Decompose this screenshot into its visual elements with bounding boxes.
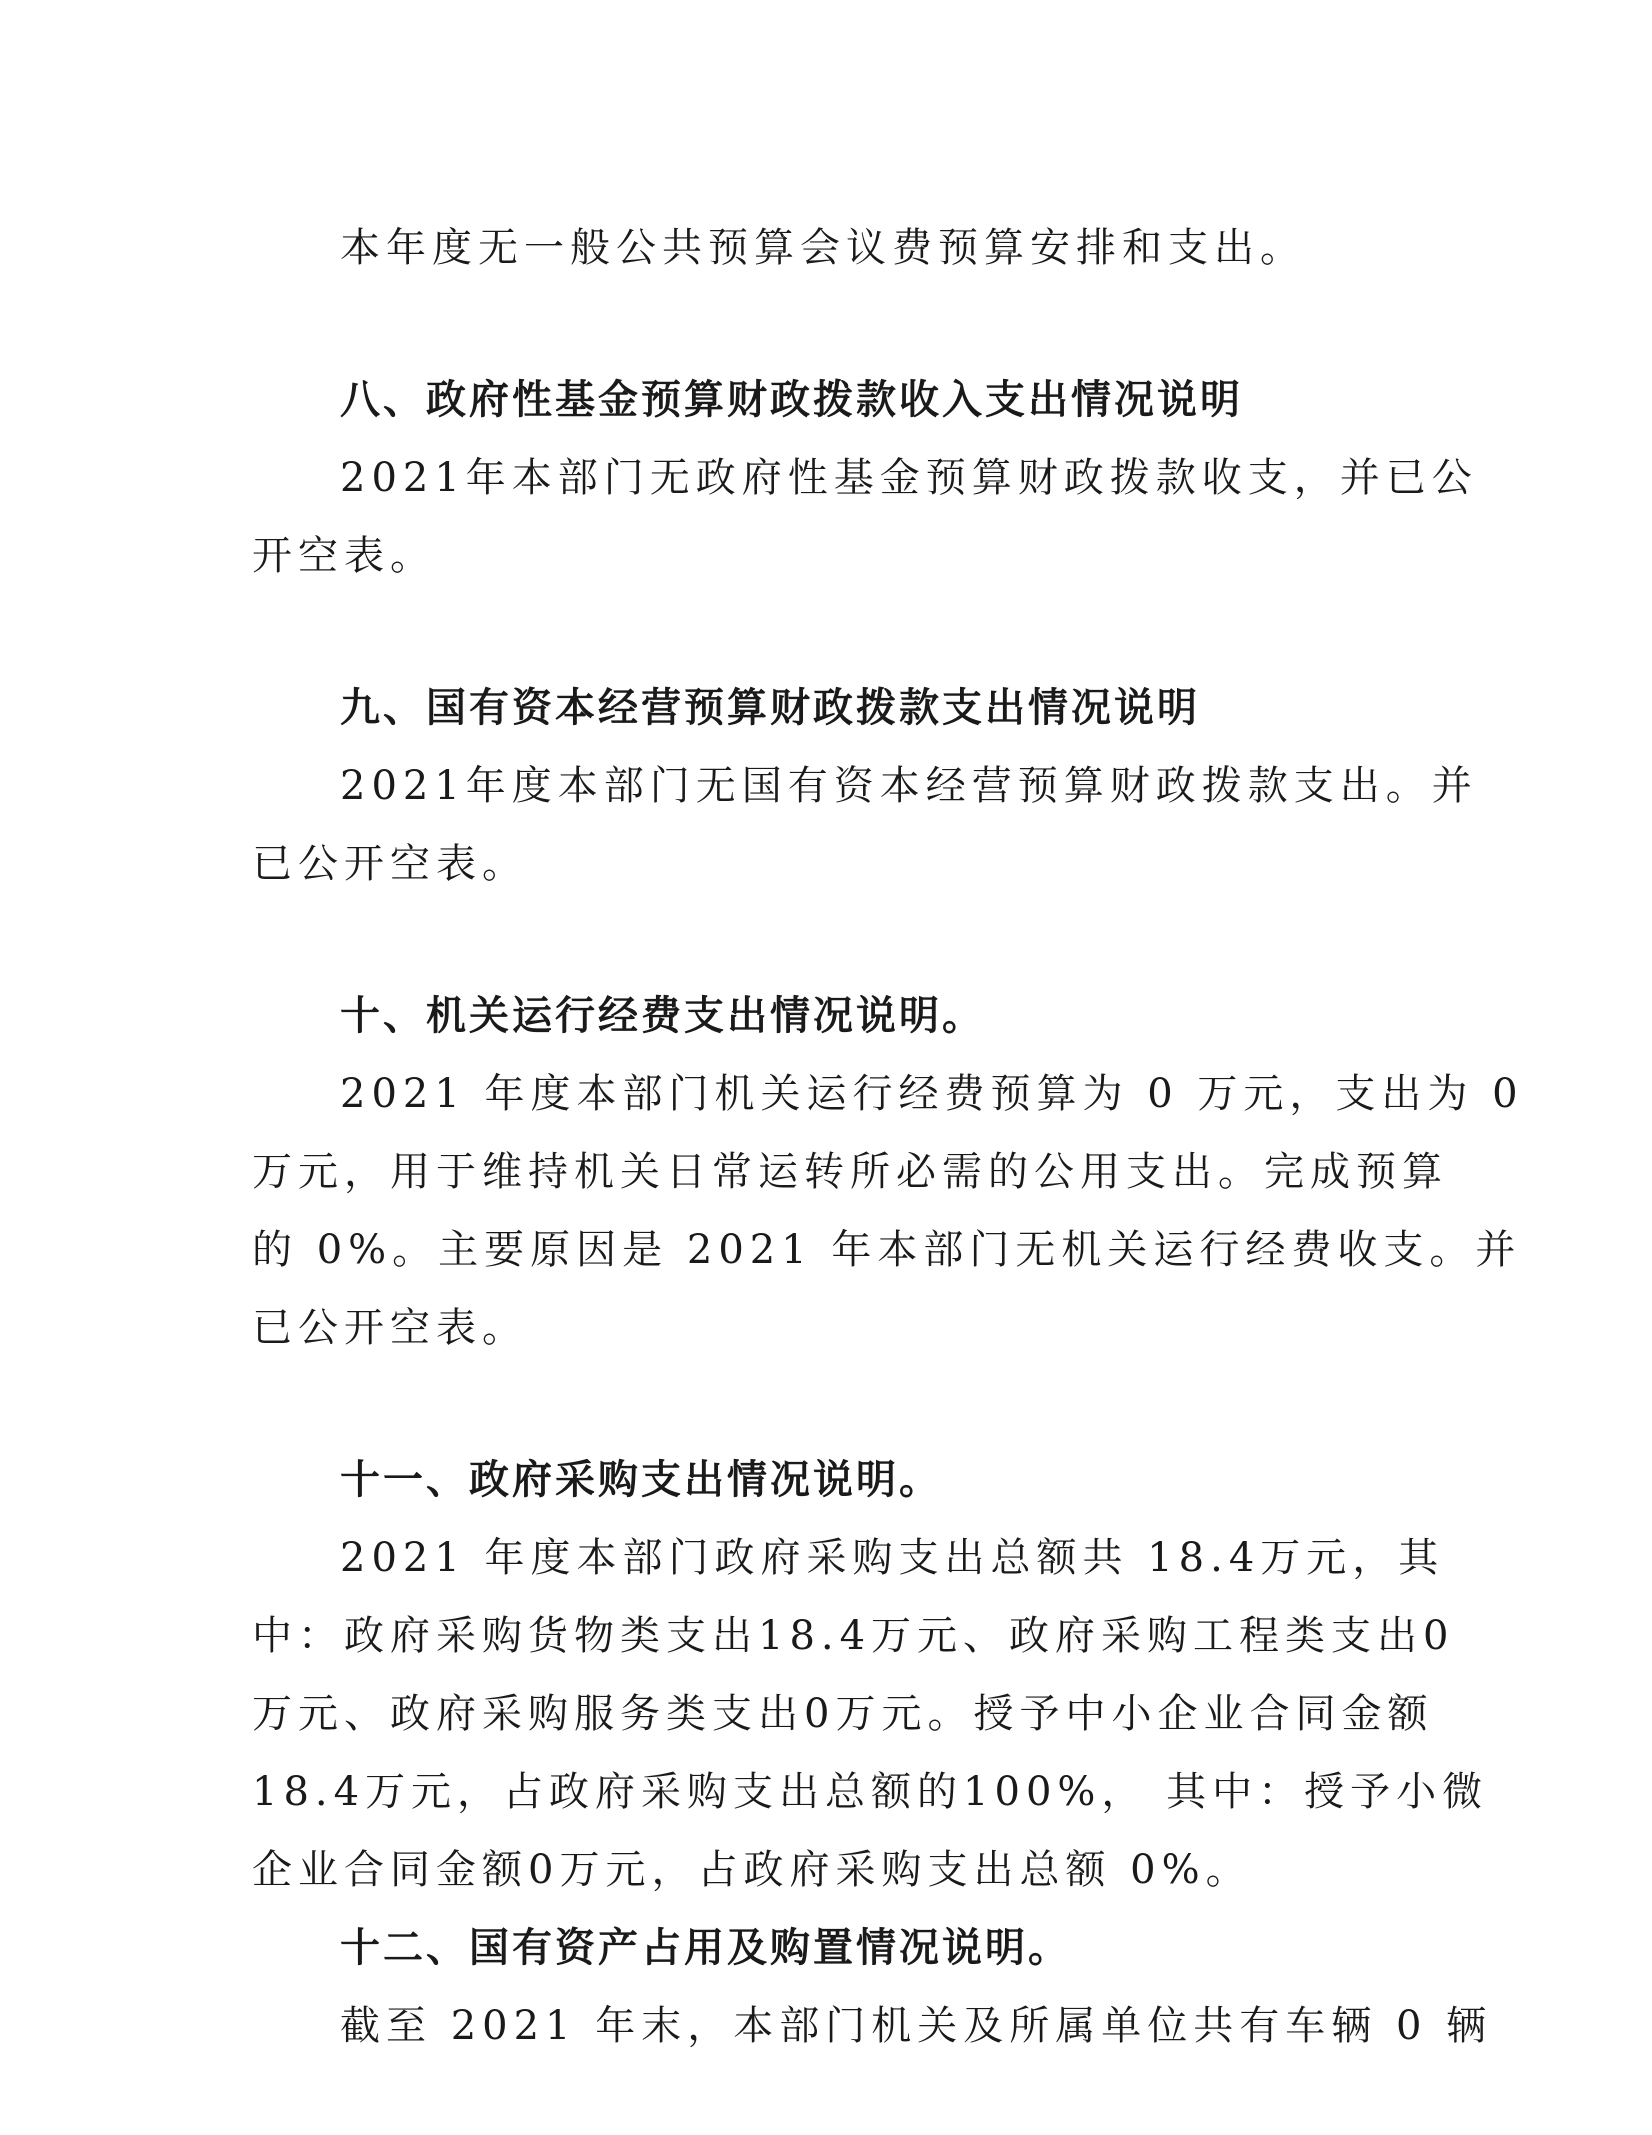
section-10-paragraph-line: 的 0%。主要原因是 2021 年本部门无机关运行经费收支。并 <box>252 1227 1522 1273</box>
section-11-paragraph-line: 企业合同金额0万元，占政府采购支出总额 0%。 <box>252 1847 1252 1893</box>
section-10-heading: 十、机关运行经费支出情况说明。 <box>340 993 985 1039</box>
section-11-heading: 十一、政府采购支出情况说明。 <box>340 1457 942 1503</box>
section-10-paragraph-line: 已公开空表。 <box>252 1305 528 1351</box>
section-10-paragraph-line: 2021 年度本部门机关运行经费预算为 0 万元，支出为 0 <box>340 1071 1524 1117</box>
section-8-heading: 八、政府性基金预算财政拨款收入支出情况说明 <box>340 377 1243 423</box>
section-11-paragraph-line: 18.4万元，占政府采购支出总额的100%， 其中：授予小微 <box>252 1769 1489 1815</box>
section-9-heading: 九、国有资本经营预算财政拨款支出情况说明 <box>340 685 1200 731</box>
section-8-paragraph-line: 开空表。 <box>252 533 436 579</box>
section-10-paragraph-line: 万元，用于维持机关日常运转所必需的公用支出。完成预算 <box>252 1149 1448 1195</box>
intro-paragraph: 本年度无一般公共预算会议费预算安排和支出。 <box>340 225 1306 271</box>
section-11-paragraph-line: 万元、政府采购服务类支出0万元。授予中小企业合同金额 <box>252 1691 1434 1737</box>
section-9-paragraph-line: 2021年度本部门无国有资本经营预算财政拨款支出。并 <box>340 763 1478 809</box>
section-8-paragraph-line: 2021年本部门无政府性基金预算财政拨款收支，并已公 <box>340 455 1478 501</box>
section-12-paragraph-line: 截至 2021 年末，本部门机关及所属单位共有车辆 0 辆 <box>340 2003 1493 2049</box>
section-11-paragraph-line: 中：政府采购货物类支出18.4万元、政府采购工程类支出0 <box>252 1613 1455 1659</box>
section-12-heading: 十二、国有资产占用及购置情况说明。 <box>340 1925 1071 1971</box>
section-9-paragraph-line: 已公开空表。 <box>252 841 528 887</box>
section-11-paragraph-line: 2021 年度本部门政府采购支出总额共 18.4万元，其 <box>340 1535 1445 1581</box>
document-page <box>252 0 1524 2135</box>
